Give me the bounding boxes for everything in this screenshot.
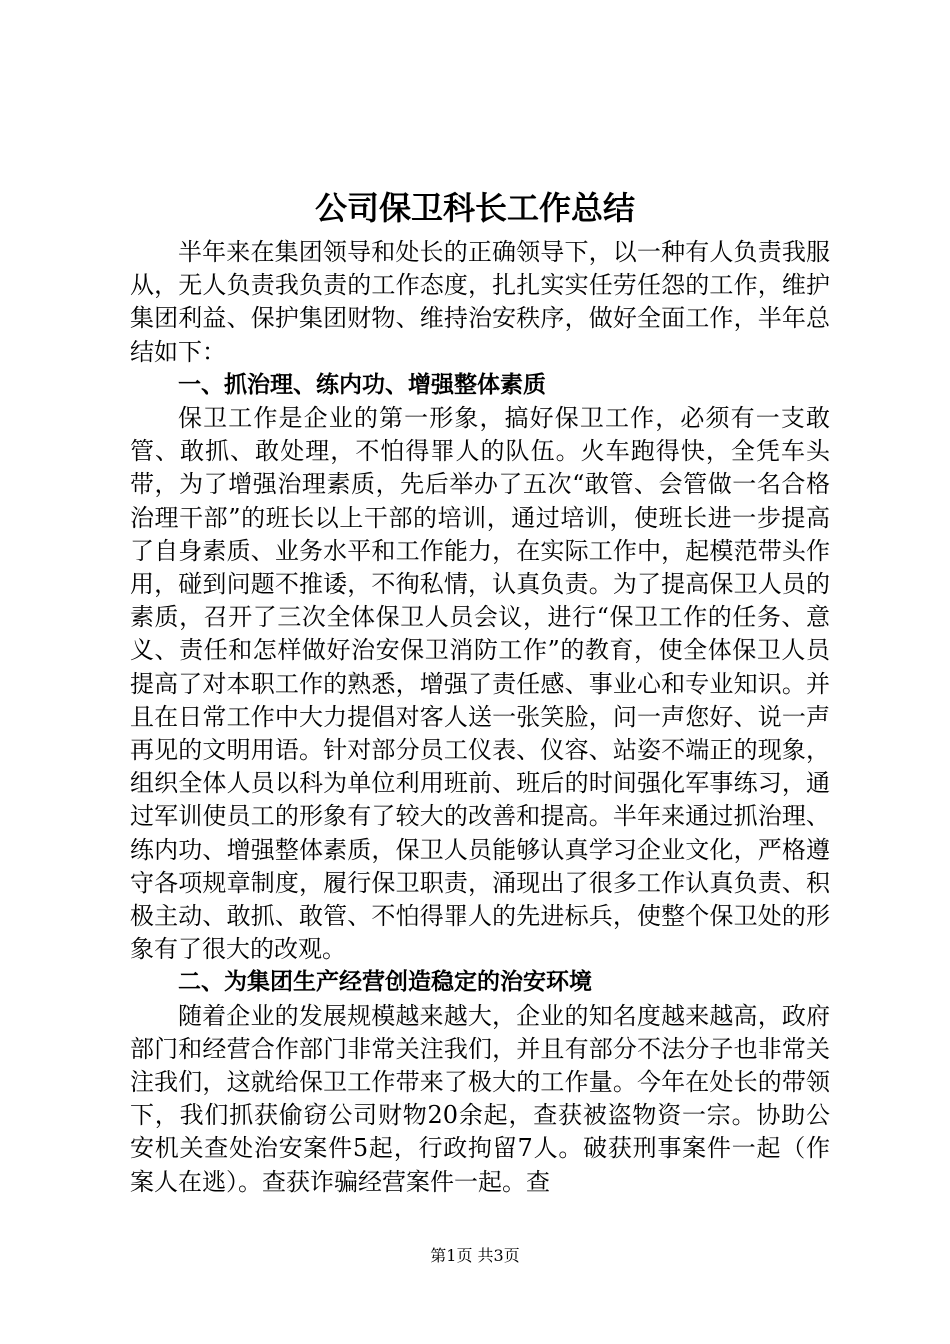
section-heading-1: 一、抓治理、练内功、增强整体素质 [178,371,546,398]
intro-paragraph: 半年来在集团领导和处长的正确领导下，以一种有人负责我服从，无人负责我负责的工作态度，扎扎实实任劳任怨的工作，维护集团利益、保护集团财物、维持治安秩序，做好全面工作，半年总结如下： [130,238,830,366]
section-1-paragraph: 保卫工作是企业的第一形象，搞好保卫工作，必须有一支敢管、敢抓、敢处理，不怕得罪人的队伍。火车跑得快，全凭车头带，为了增强治理素质，先后举办了五次“敢管、会管做一名合格治理干部”的班长以上干部的培训，通过培训，使班长进一步提高了自身素质、业务水平和工作能力，在实际工作中，起模范带头作用，碰到问题不推诿，不徇私情，认真负责。为了提高保卫人员的素质，召开了三次全体保卫人员会议，进行“保卫工作的任务、意义、责任和怎样做好治安保卫消防工作”的教育，使全体保卫人员提高了对本职工作的熟悉，增强了责任感、事业心和专业知识。并且在日常工作中大力提倡对客人送一张笑脸，问一声您好、说一声再见的文明用语。针对部分员工仪表、仪容、站姿不端正的现象，组织全体人员以科为单位利用班前、班后的时间强化军事练习，通过军训使员工的形象有了较大的改善和提高。半年来通过抓治理、练内功、增强整体素质，保卫人员能够认真学习企业文化，严格遵守各项规章制度，履行保卫职责，涌现出了很多工作认真负责、积极主动、敢抓、敢管、不怕得罪人的先进标兵，使整个保卫处的形象有了很大的改观。 [130,404,830,964]
section-heading-2: 二、为集团生产经营创造稳定的治安环境 [178,969,592,996]
section-2-paragraph: 随着企业的发展规模越来越大，企业的知名度越来越高，政府部门和经营合作部门非常关注我们，并且有部分不法分子也非常关注我们，这就给保卫工作带来了极大的工作量。今年在处长的带领下，我们抓获偷窃公司财物20余起，查获被盗物资一宗。协助公安机关查处治安案件5起，行政拘留7人。破获刑事案件一起（作案人在逃）。查获诈骗经营案件一起。查 [130,1001,830,1196]
document-body [130,236,830,1199]
page-number-footer: 第1页 共3页 [430,1246,520,1265]
document-title: 公司保卫科长工作总结 [314,189,635,227]
